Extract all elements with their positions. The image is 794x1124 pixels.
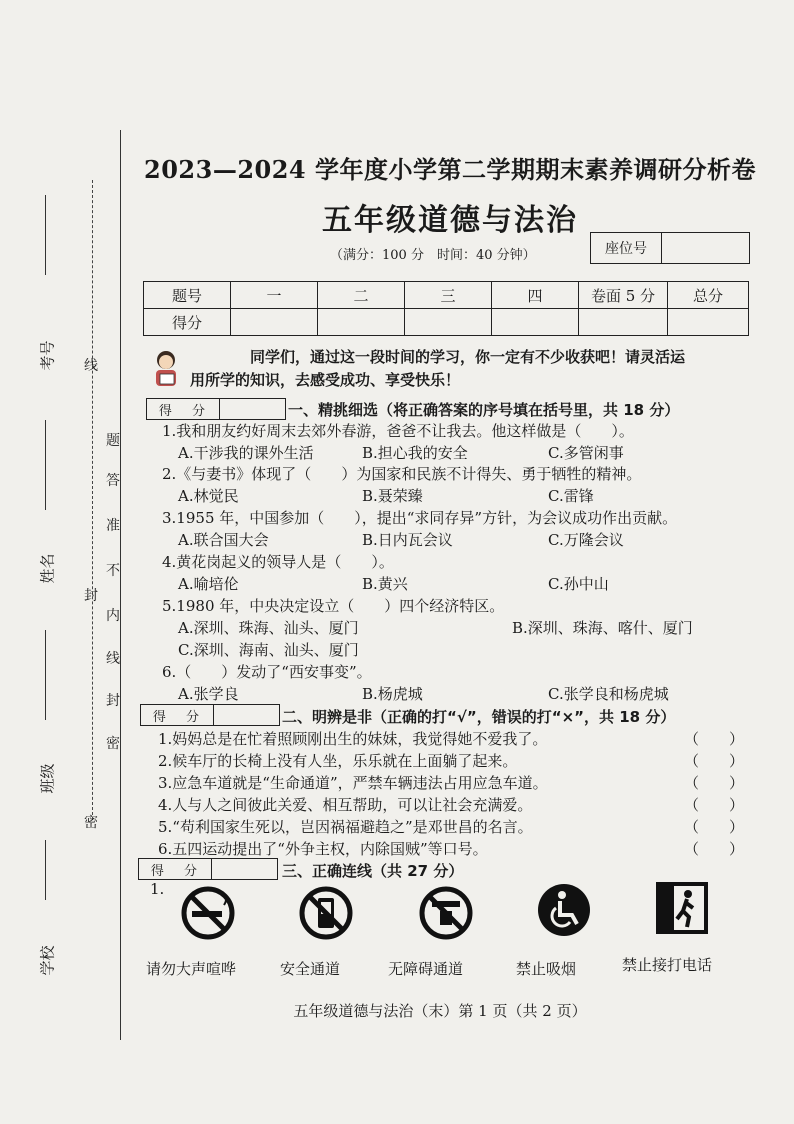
option-c: C.孙中山 [548,575,609,593]
score-table-score-row [144,309,749,336]
option-c: C.多管闲事 [548,444,624,462]
section2-title: 二、明辨是非（正确的打“√”，错误的打“×”，共 18 分） [282,708,676,726]
judge-item-2: 2.候车厅的长椅上没有人坐，乐乐就在上面躺了起来。 [158,752,518,770]
page-footer: 五年级道德与法治（末）第 1 页（共 2 页） [293,1002,587,1020]
section1-title: 一、精挑细选（将正确答案的序号填在括号里，共 18 分） [288,401,680,419]
notice-char: 不 [106,563,120,579]
school-underline [45,840,46,900]
score-cell[interactable] [405,309,492,336]
score-cell[interactable] [579,309,668,336]
exam-no-label-wrap [32,340,62,371]
judge-answer-5[interactable]: （ ） [684,818,745,836]
seat-number-label: 座位号 [591,233,662,263]
option-a: A.深圳、珠海、汕头、厦门 [178,619,359,637]
question-3: 3.1955 年，中国参加（ ），提出“求同存异”方针，为会议成功作出贡献。 [162,509,678,527]
option-c: C.雷锋 [548,487,594,505]
option-b: B.杨虎城 [362,685,423,703]
score-cell[interactable] [668,309,749,336]
option-c: C.张学良和杨虎城 [548,685,669,703]
option-b: B.聂荣臻 [362,487,423,505]
question-2: 2.《与妻书》体现了（ ）为国家和民族不计得失、勇于牺牲的精神。 [162,465,642,483]
score-cell[interactable] [231,309,318,336]
judge-item-6: 6.五四运动提出了“外争主权，内除国贼”等口号。 [158,840,488,858]
intro-line-2: 用所学的知识，去感受成功、享受快乐！ [190,371,461,389]
judge-item-4: 4.人与人之间彼此关爱、相互帮助，可以让社会充满爱。 [158,796,533,814]
sign-label-quiet[interactable]: 请勿大声喧哗 [146,960,237,978]
seat-number-field[interactable] [662,233,749,263]
notice-char: 答 [106,473,120,489]
no-loud-noise-icon[interactable] [418,885,474,941]
score-header-cell: 总分 [668,282,749,309]
score-cell[interactable] [492,309,579,336]
question-4: 4.黄花岗起义的领导人是（ ）。 [162,553,394,571]
option-c: C.万隆会议 [548,531,624,549]
score-box-label: 得 分 [139,859,212,879]
seal-dashed-line [92,180,93,820]
exam-subject: 五年级道德与法治 [322,203,578,238]
binding-border-line [120,130,121,1040]
option-a: A.喻培伦 [178,575,239,593]
seal-line-char: 线 [84,358,98,374]
judge-answer-4[interactable]: （ ） [684,796,745,814]
sign-label-no-smoking[interactable]: 禁止吸烟 [516,960,577,978]
judge-answer-2[interactable]: （ ） [684,752,745,770]
score-box-field[interactable] [214,705,279,725]
score-header-cell: 题号 [144,282,231,309]
option-b: B.担心我的安全 [362,444,468,462]
school-label: 学校 [38,945,57,976]
section3-title: 三、正确连线（共 27 分） [282,862,464,880]
judge-answer-6[interactable]: （ ） [684,840,745,858]
option-a: A.联合国大会 [178,531,269,549]
option-b: B.日内瓦会议 [362,531,453,549]
score-box-label: 得 分 [147,399,220,419]
notice-char: 准 [106,518,120,534]
section3-score-box[interactable] [138,858,278,880]
notice-char: 线 [106,651,120,667]
accessible-icon[interactable] [536,882,592,938]
emergency-exit-icon[interactable] [654,880,710,936]
judge-answer-3[interactable]: （ ） [684,774,745,792]
score-table-header-row [144,282,749,309]
score-box-field[interactable] [212,859,277,879]
judge-item-3: 3.应急车道就是“生命通道”，严禁车辆违法占用应急车道。 [158,774,548,792]
section2-score-box[interactable] [140,704,280,726]
judge-item-1: 1.妈妈总是在忙着照顾刚出生的妹妹，我觉得她不爱我了。 [158,730,548,748]
notice-char: 题 [106,433,120,449]
option-a: A.林觉民 [178,487,239,505]
name-underline [45,420,46,510]
class-label: 班级 [38,763,57,794]
sign-label-accessible-passage[interactable]: 无障碍通道 [388,960,464,978]
match-question-1: 1. [150,880,165,898]
exam-meta: （满分：100 分 时间：40 分钟） [330,248,536,263]
score-table [143,281,749,336]
score-header-cell: 卷面 5 分 [579,282,668,309]
sign-label-safety-passage[interactable]: 安全通道 [280,960,341,978]
score-header-cell: 三 [405,282,492,309]
option-b: B.黄兴 [362,575,408,593]
option-a: A.干涉我的课外生活 [178,444,314,462]
judge-answer-1[interactable]: （ ） [684,730,745,748]
option-c: C.深圳、海南、汕头、厦门 [178,641,359,659]
name-label: 姓名 [38,553,57,584]
seal-seal-char: 封 [84,588,98,604]
sign-label-no-phone[interactable]: 禁止接打电话 [622,956,713,974]
intro-line-1: 同学们，通过这一段时间的学习，你一定有不少收获吧！请灵活运 [250,348,686,366]
score-cell[interactable] [318,309,405,336]
class-label-wrap [32,763,62,794]
seal-secret-char: 密 [84,815,98,831]
school-label-wrap [32,945,62,976]
girl-reading-icon [148,348,184,390]
judge-item-5: 5.“苟利国家生死以，岂因祸福避趋之”是邓世昌的名言。 [158,818,533,836]
score-box-label: 得 分 [141,705,214,725]
exam-no-underline [45,195,46,275]
score-header-cell: 一 [231,282,318,309]
score-header-cell: 四 [492,282,579,309]
question-1: 1.我和朋友约好周末去郊外春游，爸爸不让我去。他这样做是（ ）。 [162,422,634,440]
score-box-field[interactable] [220,399,285,419]
question-6: 6.（ ）发动了“西安事变”。 [162,663,372,681]
seat-number-box[interactable] [590,232,750,264]
class-underline [45,630,46,720]
score-header-cell: 二 [318,282,405,309]
exam-no-label: 考号 [38,340,57,371]
exam-title: 2023—2024 学年度小学第二学期期末素养调研分析卷 [144,155,756,184]
option-b: B.深圳、珠海、喀什、厦门 [512,619,693,637]
score-row-label: 得分 [144,309,231,336]
notice-char: 封 [106,693,120,709]
option-a: A.张学良 [178,685,239,703]
no-smoking-icon[interactable] [180,885,236,941]
notice-char: 内 [106,608,120,624]
section1-score-box[interactable] [146,398,286,420]
no-phone-icon[interactable] [298,885,354,941]
name-label-wrap [32,553,62,584]
notice-char: 密 [106,736,120,752]
question-5: 5.1980 年，中央决定设立（ ）四个经济特区。 [162,597,505,615]
